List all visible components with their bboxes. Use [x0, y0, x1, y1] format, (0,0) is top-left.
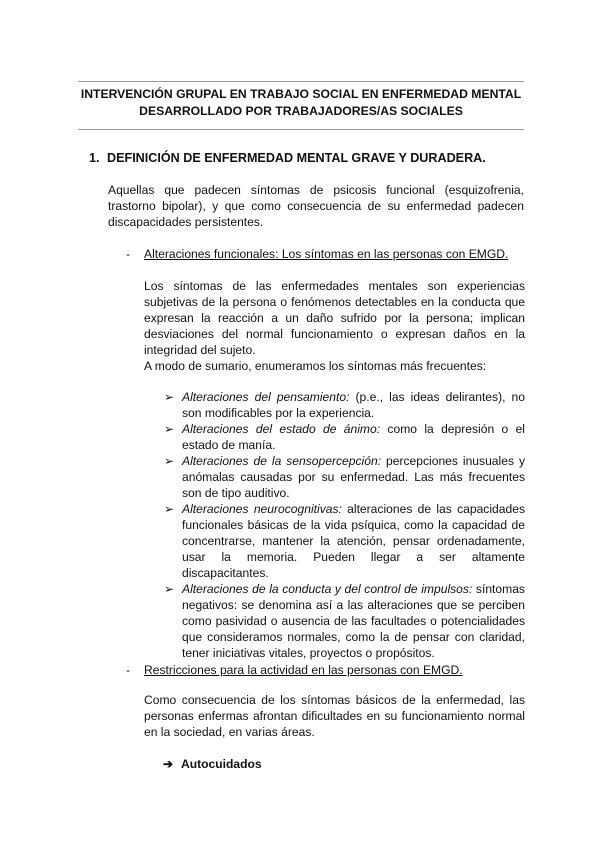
title-bottom-rule	[78, 129, 524, 130]
autocuidados-text: Autocuidados	[181, 757, 262, 771]
subsection-2-heading-text: Restricciones para la actividad en las personas con EMGD.	[144, 663, 463, 677]
list-item	[144, 453, 525, 501]
document-title	[78, 86, 524, 120]
title-line-2: DESARROLLADO POR TRABAJADORES/AS SOCIALES	[139, 104, 463, 118]
symptom-list	[144, 389, 525, 661]
list-item-term: Alteraciones neurocognitivas:	[182, 502, 342, 516]
section-number: 1.	[89, 151, 100, 165]
list-item	[144, 421, 525, 453]
list-item	[144, 501, 525, 581]
list-item-text: como la depresión o el estado de manía.	[182, 422, 525, 452]
title-top-rule	[78, 81, 524, 82]
list-item-term: Alteraciones de la sensopercepción:	[182, 454, 382, 468]
list-item-term: Alteraciones de la conducta y del control de impulsos:	[182, 582, 473, 596]
subsection-1-heading	[126, 246, 509, 262]
subsection-1-paragraph: Los síntomas de las enfermedades mentales son experiencias subjetivas de la persona o fenómenos detectables en la conducta que expresan la reacción a un daño sufrido por la persona; implican desviaciones del normal funcionamiento o expresan daños en la integridad del sujeto.	[144, 279, 525, 357]
arrowhead-bullet-icon: ➢	[164, 454, 175, 468]
dash-bullet: -	[126, 663, 131, 677]
subsection-1-summary: A modo de sumario, enumeramos los síntomas más frecuentes:	[144, 359, 487, 373]
arrowhead-bullet-icon: ➢	[164, 390, 175, 404]
list-item-text: percepciones inusuales y anómalas causadas por su enfermedad. Las más frecuentes son de tipo auditivo.	[182, 454, 525, 500]
arrowhead-bullet-icon: ➢	[164, 502, 175, 516]
list-item-text: síntomas negativos: se denomina así a las alteraciones que se perciben como pasividad o ausencia de las facultades o potencialidades que consideramos normales, como la de pensar con claridad, tener iniciativas vitales, proyectos o propósitos.	[182, 582, 525, 660]
dash-bullet: -	[126, 247, 131, 261]
subsection-2-heading	[126, 662, 463, 678]
list-item-term: Alteraciones del estado de ánimo:	[182, 422, 381, 436]
subsection-1-heading-text: Alteraciones funcionales: Los síntomas en las personas con EMGD.	[144, 247, 509, 261]
title-line-1: INTERVENCIÓN GRUPAL EN TRABAJO SOCIAL EN ENFERMEDAD MENTAL	[80, 87, 522, 101]
list-item	[144, 581, 525, 661]
right-arrow-icon: ➔	[163, 757, 174, 771]
list-item-term: Alteraciones del pensamiento:	[182, 390, 350, 404]
list-item-text: (p.e., las ideas delirantes), no son modificables por la experiencia.	[182, 390, 525, 420]
autocuidados-heading	[163, 756, 262, 772]
section-heading-text: DEFINICIÓN DE ENFERMEDAD MENTAL GRAVE Y DURADERA.	[107, 151, 486, 165]
subsection-2-paragraph: Como consecuencia de los síntomas básicos de la enfermedad, las personas enfermas afrontan dificultades en su funcionamiento normal en la sociedad, en varias áreas.	[144, 693, 525, 739]
list-item-text: alteraciones de las capacidades funcionales básicas de la vida psíquica, como la capacidad de concentrarse, mantener la atención, pensar ordenadamente, usar la memoria. Pueden llegar a ser altamente discapacitantes.	[182, 502, 525, 580]
intro-paragraph: Aquellas que padecen síntomas de psicosis funcional (esquizofrenia, trastorno bipolar), y que como consecuencia de su enfermedad padecen discapacidades persistentes.	[108, 183, 524, 229]
arrowhead-bullet-icon: ➢	[164, 582, 175, 596]
list-item	[144, 389, 525, 421]
arrowhead-bullet-icon: ➢	[164, 422, 175, 436]
section-heading	[89, 150, 486, 167]
